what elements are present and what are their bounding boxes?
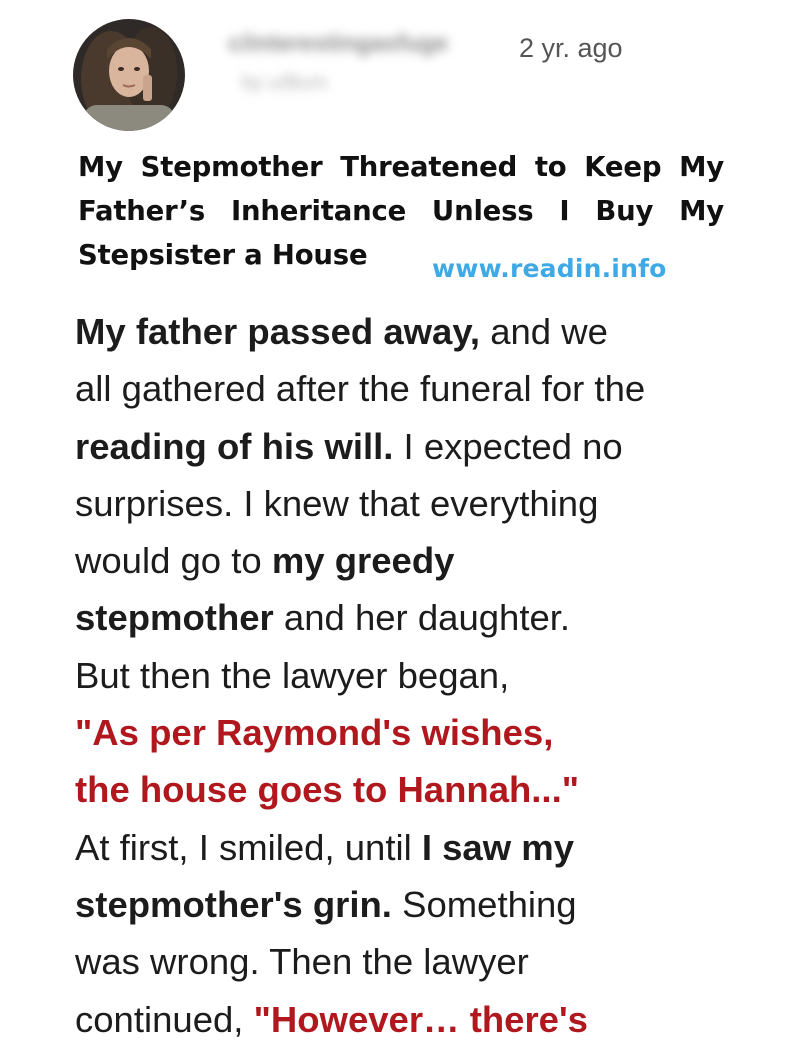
story-line xyxy=(75,991,765,1048)
story-line xyxy=(75,589,765,646)
plain-text: I expected no xyxy=(393,425,623,467)
site-watermark: www.readin.info xyxy=(432,254,667,283)
author-name: by u/Burn xyxy=(242,72,328,94)
story-line xyxy=(75,303,765,360)
story-line: But then the lawyer began, xyxy=(75,654,510,696)
story-line xyxy=(75,532,765,589)
quote-text: "However… there's xyxy=(253,998,588,1040)
quote-line: the house goes to Hannah..." xyxy=(75,769,580,811)
author-avatar[interactable] xyxy=(73,19,185,131)
quote-line: "As per Raymond's wishes, xyxy=(75,712,554,754)
story-body xyxy=(75,303,765,1048)
plain-text: Something xyxy=(391,883,577,925)
post-timestamp: 2 yr. ago xyxy=(519,33,623,63)
story-line xyxy=(75,819,765,876)
emphasis-text: I saw my xyxy=(421,826,575,868)
headline-line-2: Father’s Inheritance Unless I Buy My xyxy=(78,195,724,227)
subreddit-name: c/interestingasfuge xyxy=(228,30,449,57)
headline-line-1: My Stepmother Threatened to Keep My xyxy=(78,151,724,183)
headline-line-3: Stepsister a House xyxy=(78,239,368,271)
emphasis-text: my greedy xyxy=(271,540,455,582)
plain-text: and we xyxy=(480,311,608,352)
emphasis-text: stepmother xyxy=(75,597,274,639)
emphasis-text: stepmother's grin. xyxy=(75,883,392,925)
story-line: all gathered after the funeral for the xyxy=(75,368,646,410)
emphasis-text: reading of his will. xyxy=(75,425,394,467)
author-info-blurred xyxy=(228,30,448,95)
emphasis-text: My father passed away, xyxy=(75,311,481,352)
plain-text: and her daughter. xyxy=(273,597,571,639)
story-line: surprises. I knew that everything xyxy=(75,482,599,524)
plain-text: At first, I smiled, until xyxy=(75,826,422,868)
plain-text: would go to xyxy=(75,540,272,582)
story-line: was wrong. Then the lawyer xyxy=(75,941,529,983)
avatar-photo xyxy=(73,19,185,131)
story-line xyxy=(75,418,765,475)
story-line xyxy=(75,876,765,933)
plain-text: continued, xyxy=(75,998,254,1040)
